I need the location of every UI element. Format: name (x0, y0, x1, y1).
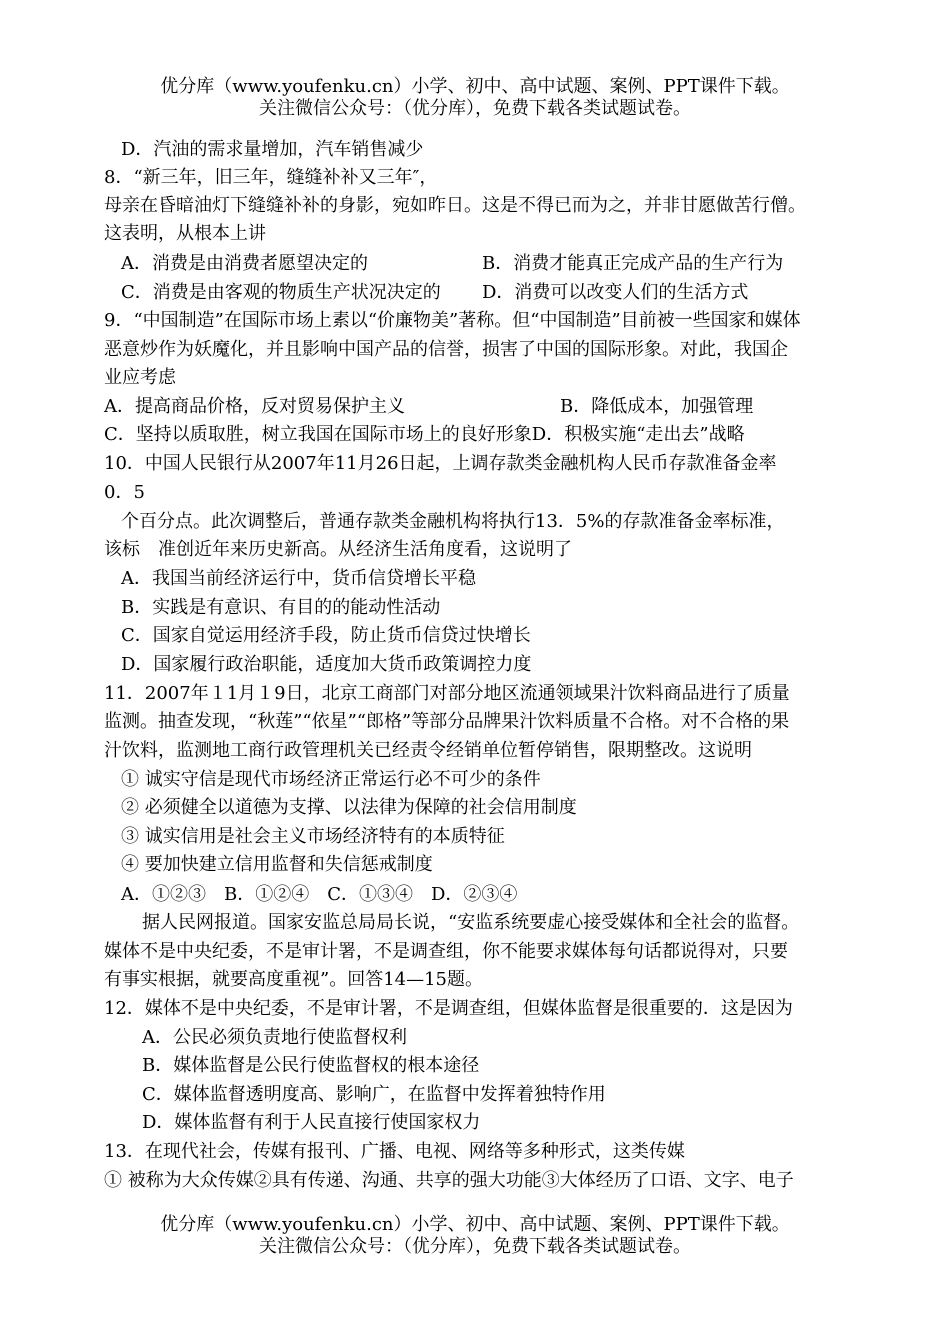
page-footer (0, 1214, 950, 1258)
q11-statement-2: ② 必须健全以道德为支撑、以法律为保障的社会信用制度 (121, 797, 577, 818)
q13-statements: ① 被称为大众传媒②具有传递、沟通、共享的强大功能③大体经历了口语、文字、电子 (104, 1170, 794, 1191)
q10-stem-cont: 0．5 (104, 482, 145, 503)
q11-statement-3: ③ 诚实信用是社会主义市场经济特有的本质特征 (121, 826, 505, 847)
q12-option-d: D．媒体监督有利于人民直接行使国家权力 (142, 1112, 481, 1133)
q10-stem-cont: 个百分点。此次调整后，普通存款类金融机构将执行13．5%的存款准备金率标准， (121, 511, 785, 532)
q8-stem: 8．“新三年，旧三年，缝缝补补又三年″， (104, 167, 438, 188)
q8-option-b: B．消费才能真正完成产品的生产行为 (482, 253, 784, 274)
q10-stem: 10．中国人民银行从2007年11月26日起，上调存款类金融机构人民币存款准备金率 (104, 453, 777, 474)
q7-option-d: D．汽油的需求量增加，汽车销售减少 (121, 139, 424, 160)
q12-option-a: A．公民必须负责地行使监督权利 (142, 1027, 407, 1048)
q11-options: A．①②③ B．①②④ C．①③④ D．②③④ (121, 884, 518, 905)
q12-option-c: C．媒体监督透明度高、影响广，在监督中发挥着独特作用 (142, 1084, 606, 1105)
q9-option-a: A．提高商品价格，反对贸易保护主义 (104, 396, 405, 417)
passage-cont: 媒体不是中央纪委，不是审计署，不是调查组，你不能要求媒体每句话都说得对，只要 (104, 941, 788, 962)
q11-statement-4: ④ 要加快建立信用监督和失信惩戒制度 (121, 854, 433, 875)
q10-option-a: A．我国当前经济运行中，货币信贷增长平稳 (121, 568, 476, 589)
q9-options-c-d: C．坚持以质取胜，树立我国在国际市场上的良好形象D．积极实施“走出去”战略 (104, 424, 745, 445)
q9-stem-cont: 业应考虑 (104, 367, 176, 388)
q9-stem: 9．“中国制造”在国际市场上素以“价廉物美”著称。但“中国制造”目前被一些国家和媒体 (104, 310, 801, 331)
q13-stem: 13．在现代社会，传媒有报刊、广播、电视、网络等多种形式，这类传媒 (104, 1141, 685, 1162)
q10-option-c: C．国家自觉运用经济手段，防止货币信贷过快增长 (121, 625, 531, 646)
q8-option-a: A．消费是由消费者愿望决定的 (121, 253, 368, 274)
q11-stem-cont: 汁饮料，监测地工商行政管理机关已经责令经销单位暂停销售，限期整改。这说明 (104, 740, 752, 761)
passage-cont: 有事实根据，就要高度重视”。回答14—15题。 (104, 969, 484, 990)
q12-stem: 12．媒体不是中央纪委，不是审计署，不是调查组，但媒体监督是很重要的．这是因为 (104, 998, 793, 1019)
q8-option-d: D．消费可以改变人们的生活方式 (482, 282, 749, 303)
page-header (0, 76, 950, 120)
q11-statement-1: ① 诚实守信是现代市场经济正常运行必不可少的条件 (121, 769, 541, 790)
q8-stem-cont: 母亲在昏暗油灯下缝缝补补的身影，宛如昨日。这是不得已而为之，并非甘愿做苦行僧。 (104, 195, 806, 216)
q9-stem-cont: 恶意炒作为妖魔化，并且影响中国产品的信誉，损害了中国的国际形象。对此，我国企 (104, 339, 788, 360)
footer-line-1: 优分库（www.youfenku.cn）小学、初中、高中试题、案例、PPT课件下载。 (160, 1214, 790, 1235)
header-line-1: 优分库（www.youfenku.cn）小学、初中、高中试题、案例、PPT课件下载。 (160, 76, 790, 97)
q10-option-d: D．国家履行政治职能，适度加大货币政策调控力度 (121, 654, 532, 675)
q8-stem-cont: 这表明，从根本上讲 (104, 223, 266, 244)
q10-stem-cont: 该标 准创近年来历史新高。从经济生活角度看，这说明了 (104, 539, 572, 560)
q9-option-b: B．降低成本，加强管理 (560, 396, 754, 417)
footer-line-2: 关注微信公众号：（优分库），免费下载各类试题试卷。 (259, 1236, 691, 1257)
q8-option-c: C．消费是由客观的物质生产状况决定的 (121, 282, 441, 303)
q11-stem: 11．2007年１1月１9日，北京工商部门对部分地区流通领域果汁饮料商品进行了质量 (104, 683, 790, 704)
q12-option-b: B．媒体监督是公民行使监督权的根本途径 (142, 1055, 480, 1076)
passage: 据人民网报道。国家安监总局局长说，“安监系统要虚心接受媒体和全社会的监督。 (142, 912, 800, 933)
q11-stem-cont: 监测。抽查发现，“秋莲”“依星”“郎格”等部分品牌果汁饮料质量不合格。对不合格的果 (104, 711, 790, 732)
q10-option-b: B．实践是有意识、有目的的能动性活动 (121, 597, 441, 618)
header-line-2: 关注微信公众号：（优分库），免费下载各类试题试卷。 (259, 98, 691, 119)
